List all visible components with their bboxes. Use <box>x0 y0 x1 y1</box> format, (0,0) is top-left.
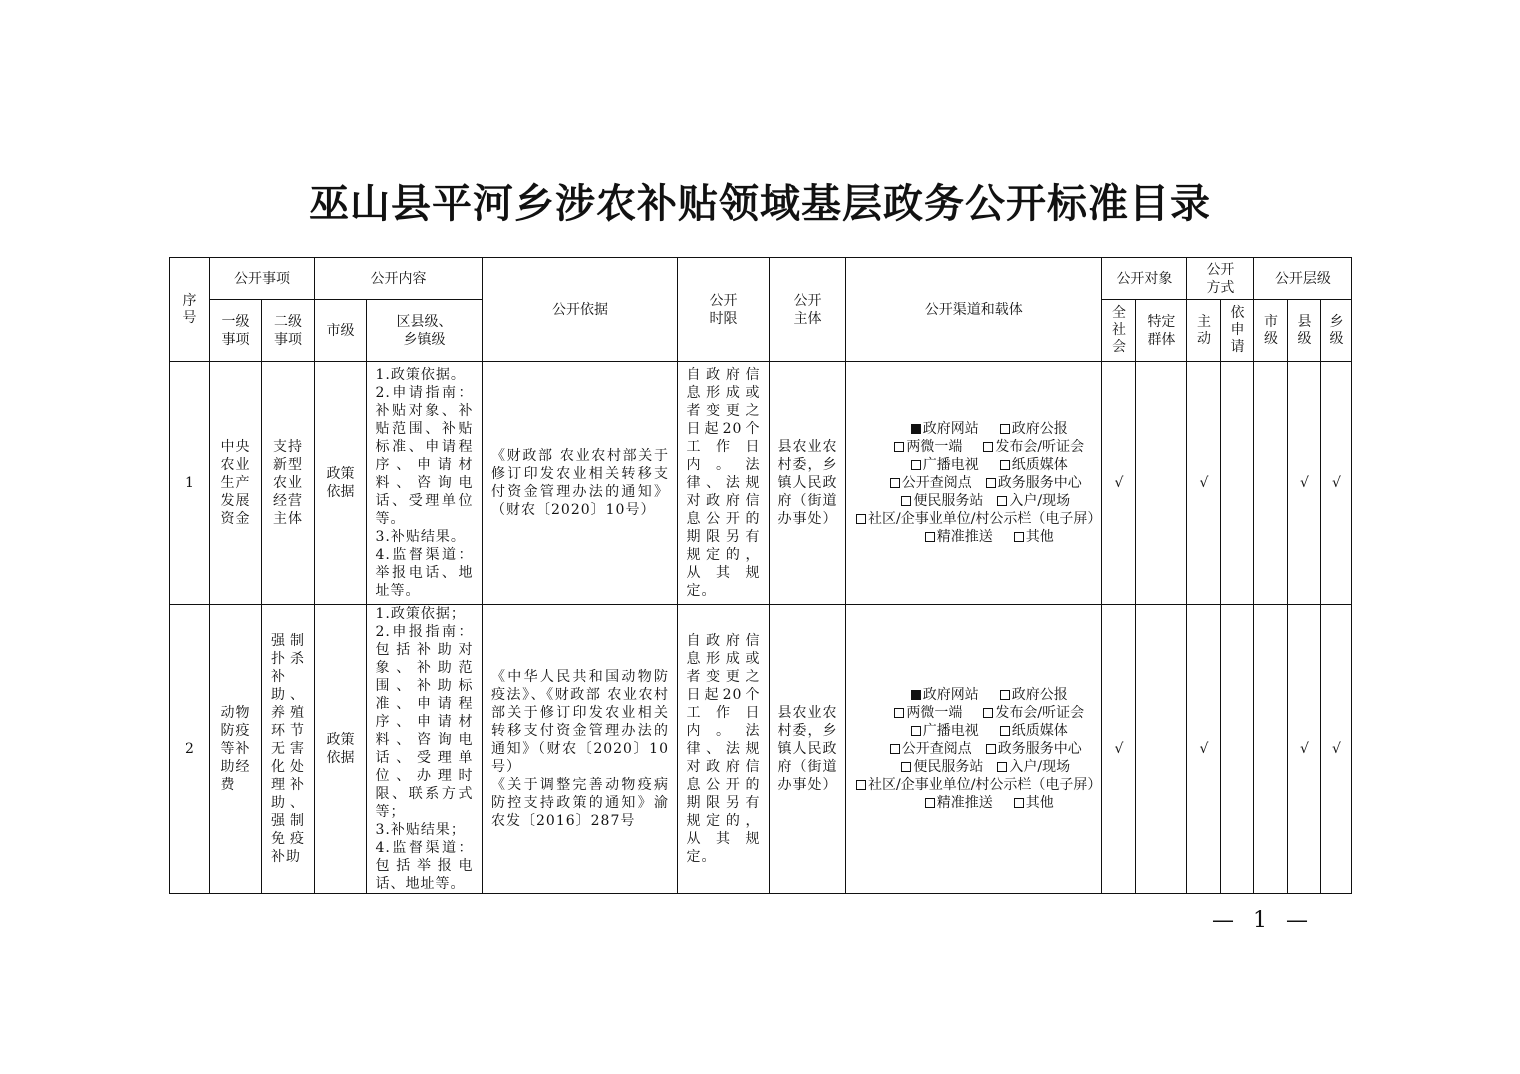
header-county: 区县级、乡镇级 <box>367 300 483 362</box>
row-city: 政策依据 <box>315 362 367 605</box>
checkbox-icon <box>901 762 911 772</box>
header-on-request: 依申请 <box>1221 300 1254 362</box>
checkbox-icon <box>986 744 996 754</box>
row-time-limit: 自政府信息形成或者变更之日起20个工作日内。法律、法规对政府信息公开的期限另有规定的，从其规定。 <box>678 605 770 894</box>
checkbox-icon <box>1000 726 1010 736</box>
header-lv-city: 市级 <box>1254 300 1288 362</box>
checkbox-icon <box>1000 460 1010 470</box>
checkbox-icon <box>1014 532 1024 542</box>
row-channels: 政府网站 政府公报 两微一端 发布会/听证会 广播电视 纸质媒体 公开查阅点 政务服务中心 便民服务站 入户/现场 社区/企事业单位/村公示栏（电子屏） 精准推送 其他 <box>846 605 1102 894</box>
check-on-request <box>1221 362 1254 605</box>
table-row <box>170 362 1352 605</box>
checkbox-icon <box>986 478 996 488</box>
row-level2: 强制扑杀补助、养殖环节无害化处理补助、强制免疫补助 <box>262 605 315 894</box>
content-line: 1.政策依据。 <box>375 367 466 383</box>
checkbox-icon <box>890 744 900 754</box>
checkbox-checked-icon <box>911 690 921 700</box>
checkbox-icon <box>890 478 900 488</box>
check-lv-town: √ <box>1321 605 1352 894</box>
header-level2: 二级事项 <box>262 300 315 362</box>
row-subject: 县农业农村委，乡镇人民政府（街道办事处） <box>770 362 846 605</box>
check-lv-town: √ <box>1321 362 1352 605</box>
checkbox-icon <box>983 708 993 718</box>
content-line: 3.补贴结果； <box>375 822 466 838</box>
row-channels: 政府网站 政府公报 两微一端 发布会/听证会 广播电视 纸质媒体 公开查阅点 政务服务中心 便民服务站 入户/现场 社区/企事业单位/村公示栏（电子屏） 精准推送 其他 <box>846 362 1102 605</box>
content-line: 2.申报指南：包括补助对象、补助范围、补助标准、申请程序、申请材料、咨询电话、受理单位、办理时限、联系方式等； <box>375 624 474 820</box>
check-lv-city <box>1254 605 1288 894</box>
row-seq: 1 <box>170 362 210 605</box>
header-row-1 <box>170 258 1352 300</box>
content-line: 2.申请指南：补贴对象、补贴范围、补贴标准、申请程序、申请材料、咨询电话、受理单位等。 <box>375 385 474 527</box>
check-specific-group <box>1136 362 1187 605</box>
checkbox-icon <box>1014 798 1024 808</box>
header-active: 主动 <box>1187 300 1221 362</box>
check-whole-society: √ <box>1102 605 1136 894</box>
checkbox-icon <box>856 780 866 790</box>
content-line: 4.监督渠道：举报电话、地址等。 <box>375 547 474 599</box>
row-time-limit: 自政府信息形成或者变更之日起20个工作日内。法律、法规对政府信息公开的期限另有规定的，从其规定。 <box>678 362 770 605</box>
header-content: 公开内容 <box>315 258 483 300</box>
check-lv-county: √ <box>1288 362 1321 605</box>
header-lv-county: 县级 <box>1288 300 1321 362</box>
header-basis: 公开依据 <box>483 258 678 362</box>
header-level1: 一级事项 <box>210 300 262 362</box>
checkbox-icon <box>911 460 921 470</box>
checkbox-icon <box>983 442 993 452</box>
header-seq: 序号 <box>170 258 210 362</box>
checkbox-icon <box>997 496 1007 506</box>
header-subject: 公开主体 <box>770 258 846 362</box>
header-city: 市级 <box>315 300 367 362</box>
row-basis: 《财政部 农业农村部关于修订印发农业相关转移支付资金管理办法的通知》（财农〔2020〕10号） <box>483 362 678 605</box>
table-row <box>170 605 1352 894</box>
content-line: 1.政策依据； <box>375 606 466 622</box>
row-level2: 支持新型农业经营主体 <box>262 362 315 605</box>
basis-line: 《中华人民共和国动物防疫法》、《财政部 农业农村部关于修订印发农业相关转移支付资金管理办法的通知》（财农〔2020〕10号） <box>491 669 669 775</box>
header-channels: 公开渠道和载体 <box>846 258 1102 362</box>
checkbox-icon <box>1000 424 1010 434</box>
page-number: — 1 — <box>1212 908 1314 933</box>
catalog-table <box>169 257 1352 894</box>
header-specific-group: 特定群体 <box>1136 300 1187 362</box>
row-county-content <box>367 605 483 894</box>
header-target: 公开对象 <box>1102 258 1187 300</box>
checkbox-icon <box>911 726 921 736</box>
row-subject: 县农业农村委，乡镇人民政府（街道办事处） <box>770 605 846 894</box>
checkbox-icon <box>894 442 904 452</box>
row-seq: 2 <box>170 605 210 894</box>
row-level1: 动物防疫等补助经费 <box>210 605 262 894</box>
check-active: √ <box>1187 362 1221 605</box>
row-basis <box>483 605 678 894</box>
header-time-limit: 公开时限 <box>678 258 770 362</box>
header-whole-society: 全社会 <box>1102 300 1136 362</box>
row-city: 政策依据 <box>315 605 367 894</box>
basis-line: 《关于调整完善动物疫病防控支持政策的通知》渝农发〔2016〕287号 <box>491 777 669 829</box>
content-line: 3.补贴结果。 <box>375 529 466 545</box>
check-lv-city <box>1254 362 1288 605</box>
checkbox-icon <box>894 708 904 718</box>
checkbox-icon <box>997 762 1007 772</box>
row-level1: 中央农业生产发展资金 <box>210 362 262 605</box>
check-on-request <box>1221 605 1254 894</box>
content-line: 4.监督渠道：包括举报电话、地址等。 <box>375 840 474 892</box>
header-lv-town: 乡级 <box>1321 300 1352 362</box>
header-level: 公开层级 <box>1254 258 1352 300</box>
header-items: 公开事项 <box>210 258 315 300</box>
checkbox-icon <box>856 514 866 524</box>
document-title: 巫山县平河乡涉农补贴领域基层政务公开标准目录 <box>309 180 1211 227</box>
header-method: 公开方式 <box>1187 258 1254 300</box>
checkbox-checked-icon <box>911 424 921 434</box>
checkbox-icon <box>925 798 935 808</box>
check-active: √ <box>1187 605 1221 894</box>
row-county-content <box>367 362 483 605</box>
checkbox-icon <box>901 496 911 506</box>
check-lv-county: √ <box>1288 605 1321 894</box>
checkbox-icon <box>925 532 935 542</box>
checkbox-icon <box>1000 690 1010 700</box>
check-specific-group <box>1136 605 1187 894</box>
check-whole-society: √ <box>1102 362 1136 605</box>
